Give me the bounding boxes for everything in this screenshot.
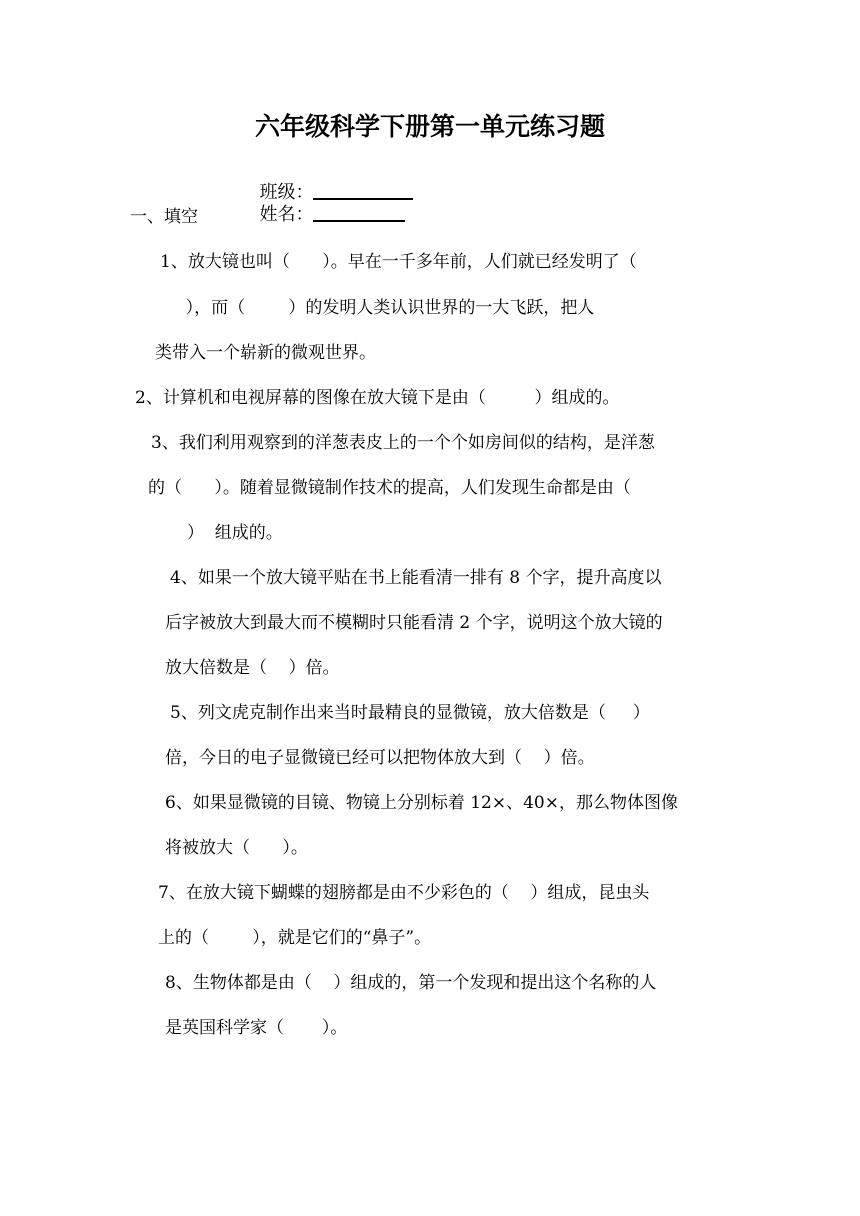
question-4-line-3: 放大倍数是（ ）倍。 [165, 658, 340, 678]
question-1-line-1: 1、放大镜也叫（ ）。早在一千多年前，人们就已经发明了（ [160, 252, 637, 272]
question-8-line-2: 是英国科学家（ ）。 [165, 1018, 348, 1038]
question-5-line-1: 5、列文虎克制作出来当时最精良的显微镜，放大倍数是（ ） [170, 703, 650, 723]
question-4-line-2: 后字被放大到最大而不模糊时只能看清 2 个字，说明这个放大镜的 [165, 613, 663, 633]
page-title: 六年级科学下册第一单元练习题 [254, 112, 605, 141]
class-label: 班级： [259, 182, 314, 203]
question-1-line-3: 类带入一个崭新的微观世界。 [155, 343, 376, 363]
question-4-line-1: 4、如果一个放大镜平贴在书上能看清一排有 8 个字，提升高度以 [170, 568, 662, 588]
question-3-line-2: 的（ ）。随着显微镜制作技术的提高，人们发现生命都是由（ [148, 478, 631, 498]
question-7-line-1: 7、在放大镜下蝴蝶的翅膀都是由不少彩色的（ ）组成，昆虫头 [158, 883, 650, 903]
question-8-line-1: 8、生物体都是由（ ）组成的，第一个发现和提出这个名称的人 [165, 973, 657, 993]
name-blank[interactable] [313, 204, 405, 222]
question-6-line-2: 将被放大（ ）。 [165, 838, 308, 858]
question-5-line-2: 倍，今日的电子显微镜已经可以把物体放大到（ ）倍。 [165, 748, 595, 768]
section-heading: 一、填空 [130, 207, 198, 227]
question-7-line-2: 上的（ ），就是它们的“鼻子”。 [158, 928, 432, 948]
question-1-line-2: ），而（ ）的发明人类认识世界的一大飞跃，把人 [164, 298, 595, 318]
student-info-line [248, 160, 413, 226]
name-label: 姓名： [259, 204, 314, 225]
class-blank[interactable] [313, 182, 413, 200]
question-3-line-3: ） 组成的。 [187, 523, 283, 543]
question-2-line-1: 2、计算机和电视屏幕的图像在放大镜下是由（ ）组成的。 [135, 388, 620, 408]
question-3-line-1: 3、我们利用观察到的洋葱表皮上的一个个如房间似的结构，是洋葱 [151, 433, 655, 453]
question-6-line-1: 6、如果显微镜的目镜、物镜上分别标着 12×、40×，那么物体图像 [165, 793, 678, 813]
